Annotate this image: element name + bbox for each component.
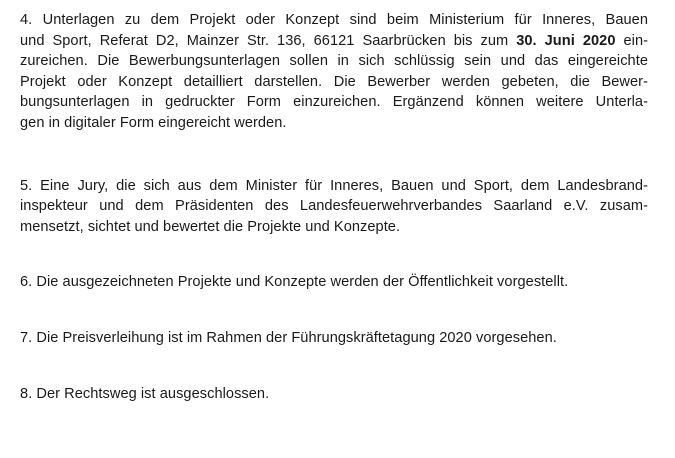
paragraph-4-text: ein-: [615, 32, 649, 49]
paragraph-6: [20, 272, 648, 293]
paragraph-5: [20, 176, 648, 238]
paragraph-5-line: 5. Eine Jury, die sich aus dem Minister für Inneres, Bauen und Sport, dem Landesbrand-: [20, 177, 648, 194]
document-page: [20, 10, 648, 404]
paragraph-4-line: gen in digitaler Form eingereicht werden.: [20, 114, 287, 131]
paragraph-6-line: 6. Die ausgezeichneten Projekte und Konzepte werden der Öffentlichkeit vorgestellt.: [20, 274, 569, 291]
paragraph-spacer: [20, 293, 648, 328]
paragraph-5-line: mensetzt, sichtet und bewertet die Projekte und Konzepte.: [20, 218, 401, 235]
paragraph-4-line: [20, 31, 648, 52]
paragraph-spacer: [20, 237, 648, 272]
paragraph-7: [20, 328, 648, 349]
paragraph-8-line: 8. Der Rechtsweg ist ausgeschlossen.: [20, 385, 270, 402]
paragraph-5-line: inspekteur und dem Präsidenten des Landesfeuerwehrverbandes Saarland e.V. zusam-: [20, 198, 648, 215]
deadline-date: 30. Juni 2020: [516, 32, 616, 49]
paragraph-8: [20, 384, 648, 405]
paragraph-4-line: 4. Unterlagen zu dem Projekt oder Konzept sind beim Ministerium für Inneres, Bauen: [20, 12, 648, 28]
paragraph-spacer: [20, 349, 648, 384]
paragraph-4: [20, 10, 648, 134]
paragraph-4-text: und Sport, Referat D2, Mainzer Str. 136, 66121 Saarbrücken bis zum: [20, 32, 517, 49]
paragraph-7-line: 7. Die Preisverleihung ist im Rahmen der Führungskräftetagung 2020 vorgesehen.: [20, 329, 557, 346]
paragraph-spacer: [20, 134, 648, 176]
paragraph-4-line: bungsunterlagen in gedruckter Form einzureichen. Ergänzend können weitere Unterla-: [20, 94, 648, 111]
paragraph-4-line: Projekt oder Konzept detailliert darstellen. Die Bewerber werden gebeten, die Bewer-: [20, 73, 648, 90]
paragraph-4-line: zureichen. Die Bewerbungsunterlagen sollen in sich schlüssig sein und das eingereichte: [20, 53, 648, 70]
